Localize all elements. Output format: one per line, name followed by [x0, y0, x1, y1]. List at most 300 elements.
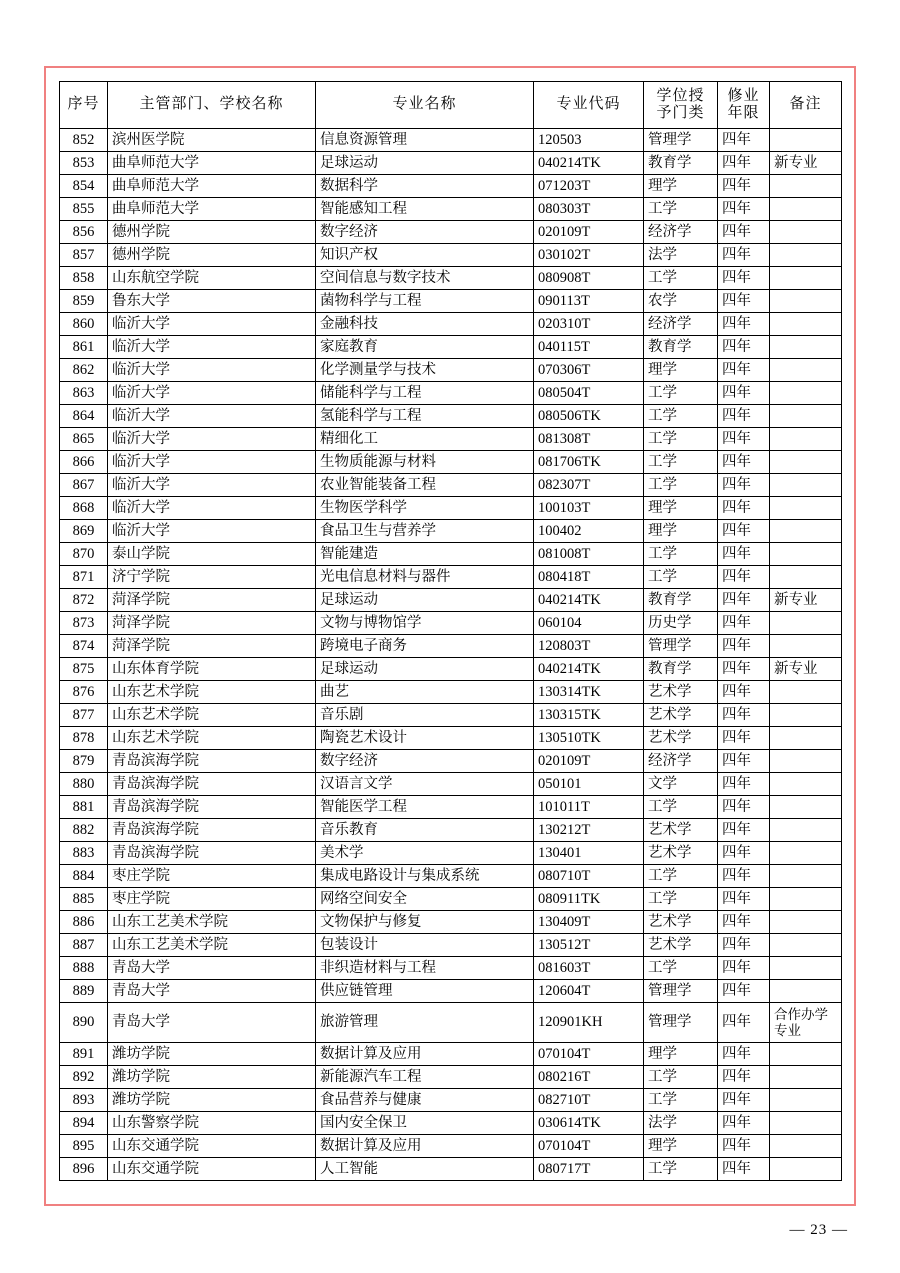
cell-code: 080506TK [534, 405, 644, 428]
cell-note [770, 129, 842, 152]
cell-no: 882 [60, 819, 108, 842]
cell-years: 四年 [718, 796, 770, 819]
cell-years: 四年 [718, 704, 770, 727]
table-row [60, 796, 842, 819]
cell-code: 060104 [534, 612, 644, 635]
cell-note [770, 474, 842, 497]
cell-degree: 管理学 [644, 1003, 718, 1043]
cell-note [770, 1158, 842, 1181]
cell-degree: 艺术学 [644, 911, 718, 934]
cell-note [770, 451, 842, 474]
cell-code: 130315TK [534, 704, 644, 727]
cell-org: 青岛滨海学院 [108, 796, 316, 819]
cell-no: 860 [60, 313, 108, 336]
cell-no: 889 [60, 980, 108, 1003]
table-body [60, 129, 842, 1181]
cell-years: 四年 [718, 175, 770, 198]
cell-major: 氢能科学与工程 [316, 405, 534, 428]
cell-org: 曲阜师范大学 [108, 198, 316, 221]
cell-degree: 理学 [644, 497, 718, 520]
cell-years: 四年 [718, 451, 770, 474]
cell-note [770, 313, 842, 336]
cell-code: 040214TK [534, 152, 644, 175]
cell-degree: 工学 [644, 566, 718, 589]
cell-degree: 工学 [644, 267, 718, 290]
cell-code: 130401 [534, 842, 644, 865]
cell-code: 120803T [534, 635, 644, 658]
header-years-line1: 修业 [727, 87, 760, 104]
cell-note [770, 566, 842, 589]
cell-code: 050101 [534, 773, 644, 796]
cell-no: 877 [60, 704, 108, 727]
cell-no: 891 [60, 1043, 108, 1066]
cell-years: 四年 [718, 566, 770, 589]
page-number: — 23 — [789, 1222, 848, 1238]
cell-years: 四年 [718, 1158, 770, 1181]
table-row [60, 750, 842, 773]
cell-code: 040115T [534, 336, 644, 359]
cell-major: 足球运动 [316, 658, 534, 681]
cell-major: 足球运动 [316, 152, 534, 175]
cell-org: 潍坊学院 [108, 1089, 316, 1112]
cell-major: 旅游管理 [316, 1003, 534, 1043]
cell-major: 跨境电子商务 [316, 635, 534, 658]
cell-org: 青岛滨海学院 [108, 750, 316, 773]
header-no: 序号 [60, 82, 108, 129]
cell-years: 四年 [718, 681, 770, 704]
cell-note [770, 773, 842, 796]
cell-org: 青岛大学 [108, 980, 316, 1003]
cell-degree: 管理学 [644, 980, 718, 1003]
cell-note [770, 382, 842, 405]
cell-code: 080418T [534, 566, 644, 589]
cell-note [770, 980, 842, 1003]
cell-major: 供应链管理 [316, 980, 534, 1003]
majors-table [59, 81, 842, 1181]
cell-org: 潍坊学院 [108, 1043, 316, 1066]
cell-degree: 教育学 [644, 336, 718, 359]
cell-major: 金融科技 [316, 313, 534, 336]
cell-org: 临沂大学 [108, 359, 316, 382]
cell-major: 农业智能装备工程 [316, 474, 534, 497]
table-row [60, 566, 842, 589]
cell-degree: 教育学 [644, 658, 718, 681]
cell-major: 知识产权 [316, 244, 534, 267]
cell-org: 临沂大学 [108, 497, 316, 520]
table-row [60, 520, 842, 543]
cell-code: 120503 [534, 129, 644, 152]
cell-major: 足球运动 [316, 589, 534, 612]
cell-degree: 工学 [644, 796, 718, 819]
cell-major: 文物与博物馆学 [316, 612, 534, 635]
cell-years: 四年 [718, 474, 770, 497]
cell-degree: 理学 [644, 1135, 718, 1158]
cell-no: 881 [60, 796, 108, 819]
cell-years: 四年 [718, 589, 770, 612]
cell-org: 青岛大学 [108, 1003, 316, 1043]
cell-years: 四年 [718, 888, 770, 911]
cell-major: 集成电路设计与集成系统 [316, 865, 534, 888]
cell-degree: 工学 [644, 1089, 718, 1112]
cell-note [770, 819, 842, 842]
cell-org: 山东体育学院 [108, 658, 316, 681]
cell-code: 071203T [534, 175, 644, 198]
cell-code: 120604T [534, 980, 644, 1003]
header-note: 备注 [770, 82, 842, 129]
header-years [718, 82, 770, 129]
cell-years: 四年 [718, 244, 770, 267]
cell-note [770, 244, 842, 267]
cell-degree: 艺术学 [644, 681, 718, 704]
cell-note-text: 合作办学专业 [774, 1007, 828, 1038]
cell-no: 856 [60, 221, 108, 244]
cell-no: 865 [60, 428, 108, 451]
cell-major: 汉语言文学 [316, 773, 534, 796]
cell-code: 082710T [534, 1089, 644, 1112]
majors-table-container [59, 81, 841, 1181]
cell-org: 德州学院 [108, 244, 316, 267]
cell-degree: 工学 [644, 405, 718, 428]
cell-major: 非织造材料与工程 [316, 957, 534, 980]
cell-years: 四年 [718, 658, 770, 681]
cell-no: 885 [60, 888, 108, 911]
table-row [60, 474, 842, 497]
cell-note [770, 543, 842, 566]
table-row [60, 175, 842, 198]
cell-note [770, 290, 842, 313]
table-row [60, 152, 842, 175]
cell-note [770, 1043, 842, 1066]
cell-no: 894 [60, 1112, 108, 1135]
cell-code: 070104T [534, 1135, 644, 1158]
cell-degree: 管理学 [644, 635, 718, 658]
header-code: 专业代码 [534, 82, 644, 129]
table-row [60, 1158, 842, 1181]
cell-degree: 管理学 [644, 129, 718, 152]
cell-code: 080216T [534, 1066, 644, 1089]
table-row [60, 773, 842, 796]
cell-org: 枣庄学院 [108, 865, 316, 888]
cell-years: 四年 [718, 819, 770, 842]
table-row [60, 244, 842, 267]
cell-major: 音乐教育 [316, 819, 534, 842]
cell-no: 862 [60, 359, 108, 382]
table-row [60, 290, 842, 313]
header-org: 主管部门、学校名称 [108, 82, 316, 129]
cell-major: 化学测量学与技术 [316, 359, 534, 382]
cell-note [770, 221, 842, 244]
cell-years: 四年 [718, 750, 770, 773]
cell-code: 100402 [534, 520, 644, 543]
cell-major: 食品营养与健康 [316, 1089, 534, 1112]
cell-major: 智能建造 [316, 543, 534, 566]
cell-note [770, 520, 842, 543]
cell-org: 济宁学院 [108, 566, 316, 589]
cell-no: 878 [60, 727, 108, 750]
cell-code: 082307T [534, 474, 644, 497]
cell-no: 855 [60, 198, 108, 221]
cell-code: 120901KH [534, 1003, 644, 1043]
cell-major: 储能科学与工程 [316, 382, 534, 405]
cell-code: 130512T [534, 934, 644, 957]
cell-no: 874 [60, 635, 108, 658]
cell-years: 四年 [718, 1043, 770, 1066]
cell-note [770, 1003, 842, 1043]
table-row [60, 543, 842, 566]
cell-major: 智能感知工程 [316, 198, 534, 221]
table-row [60, 681, 842, 704]
cell-org: 曲阜师范大学 [108, 152, 316, 175]
cell-years: 四年 [718, 865, 770, 888]
cell-no: 859 [60, 290, 108, 313]
table-row [60, 819, 842, 842]
cell-no: 857 [60, 244, 108, 267]
cell-org: 山东交通学院 [108, 1158, 316, 1181]
cell-code: 100103T [534, 497, 644, 520]
cell-code: 130510TK [534, 727, 644, 750]
cell-years: 四年 [718, 267, 770, 290]
cell-major: 国内安全保卫 [316, 1112, 534, 1135]
cell-no: 888 [60, 957, 108, 980]
cell-org: 山东艺术学院 [108, 727, 316, 750]
cell-org: 临沂大学 [108, 451, 316, 474]
table-row [60, 658, 842, 681]
cell-org: 青岛滨海学院 [108, 773, 316, 796]
cell-years: 四年 [718, 520, 770, 543]
cell-org: 青岛滨海学院 [108, 819, 316, 842]
cell-org: 泰山学院 [108, 543, 316, 566]
cell-major: 信息资源管理 [316, 129, 534, 152]
cell-degree: 工学 [644, 543, 718, 566]
cell-no: 853 [60, 152, 108, 175]
cell-org: 山东工艺美术学院 [108, 911, 316, 934]
cell-degree: 法学 [644, 244, 718, 267]
cell-note [770, 727, 842, 750]
cell-degree: 教育学 [644, 589, 718, 612]
cell-code: 030614TK [534, 1112, 644, 1135]
cell-org: 临沂大学 [108, 313, 316, 336]
cell-degree: 艺术学 [644, 819, 718, 842]
table-row [60, 865, 842, 888]
cell-major: 食品卫生与营养学 [316, 520, 534, 543]
cell-org: 临沂大学 [108, 428, 316, 451]
cell-degree: 工学 [644, 428, 718, 451]
cell-major: 数据计算及应用 [316, 1135, 534, 1158]
cell-years: 四年 [718, 129, 770, 152]
cell-code: 081706TK [534, 451, 644, 474]
cell-no: 864 [60, 405, 108, 428]
cell-no: 869 [60, 520, 108, 543]
cell-no: 890 [60, 1003, 108, 1043]
cell-years: 四年 [718, 198, 770, 221]
cell-years: 四年 [718, 842, 770, 865]
cell-years: 四年 [718, 428, 770, 451]
cell-note [770, 359, 842, 382]
cell-no: 870 [60, 543, 108, 566]
cell-degree: 工学 [644, 888, 718, 911]
cell-note [770, 175, 842, 198]
cell-no: 854 [60, 175, 108, 198]
cell-no: 880 [60, 773, 108, 796]
cell-major: 陶瓷艺术设计 [316, 727, 534, 750]
cell-years: 四年 [718, 727, 770, 750]
cell-degree: 理学 [644, 175, 718, 198]
cell-degree: 工学 [644, 865, 718, 888]
cell-degree: 艺术学 [644, 727, 718, 750]
cell-code: 020310T [534, 313, 644, 336]
cell-major: 精细化工 [316, 428, 534, 451]
cell-code: 081308T [534, 428, 644, 451]
cell-note [770, 1066, 842, 1089]
table-header [60, 82, 842, 129]
header-years-line2: 年限 [727, 105, 760, 121]
cell-major: 家庭教育 [316, 336, 534, 359]
cell-no: 896 [60, 1158, 108, 1181]
cell-code: 080911TK [534, 888, 644, 911]
cell-note [770, 911, 842, 934]
cell-org: 山东交通学院 [108, 1135, 316, 1158]
cell-org: 临沂大学 [108, 382, 316, 405]
cell-note [770, 750, 842, 773]
cell-org: 临沂大学 [108, 474, 316, 497]
cell-years: 四年 [718, 497, 770, 520]
table-row [60, 405, 842, 428]
header-degree [644, 82, 718, 129]
cell-degree: 工学 [644, 474, 718, 497]
table-row [60, 1112, 842, 1135]
cell-years: 四年 [718, 1112, 770, 1135]
cell-note [770, 796, 842, 819]
cell-org: 青岛滨海学院 [108, 842, 316, 865]
cell-no: 892 [60, 1066, 108, 1089]
cell-org: 临沂大学 [108, 520, 316, 543]
cell-code: 090113T [534, 290, 644, 313]
cell-code: 040214TK [534, 658, 644, 681]
cell-years: 四年 [718, 1089, 770, 1112]
cell-code: 020109T [534, 221, 644, 244]
cell-major: 菌物科学与工程 [316, 290, 534, 313]
cell-note [770, 865, 842, 888]
cell-major: 智能医学工程 [316, 796, 534, 819]
cell-org: 菏泽学院 [108, 635, 316, 658]
cell-no: 866 [60, 451, 108, 474]
cell-org: 鲁东大学 [108, 290, 316, 313]
cell-code: 080717T [534, 1158, 644, 1181]
table-row [60, 1089, 842, 1112]
table-row [60, 911, 842, 934]
cell-degree: 法学 [644, 1112, 718, 1135]
cell-degree: 历史学 [644, 612, 718, 635]
cell-no: 887 [60, 934, 108, 957]
cell-no: 873 [60, 612, 108, 635]
cell-years: 四年 [718, 313, 770, 336]
cell-no: 868 [60, 497, 108, 520]
cell-no: 852 [60, 129, 108, 152]
cell-years: 四年 [718, 635, 770, 658]
cell-code: 130212T [534, 819, 644, 842]
table-row [60, 451, 842, 474]
table-row [60, 934, 842, 957]
cell-note [770, 1112, 842, 1135]
table-row [60, 727, 842, 750]
cell-degree: 工学 [644, 382, 718, 405]
cell-major: 音乐剧 [316, 704, 534, 727]
cell-major: 包装设计 [316, 934, 534, 957]
cell-degree: 农学 [644, 290, 718, 313]
cell-org: 山东艺术学院 [108, 681, 316, 704]
cell-note [770, 1135, 842, 1158]
cell-org: 曲阜师范大学 [108, 175, 316, 198]
cell-years: 四年 [718, 405, 770, 428]
cell-no: 858 [60, 267, 108, 290]
cell-degree: 工学 [644, 957, 718, 980]
cell-code: 080504T [534, 382, 644, 405]
cell-code: 081603T [534, 957, 644, 980]
cell-years: 四年 [718, 911, 770, 934]
table-row [60, 1043, 842, 1066]
cell-note [770, 428, 842, 451]
cell-years: 四年 [718, 382, 770, 405]
cell-note: 新专业 [770, 589, 842, 612]
cell-degree: 艺术学 [644, 934, 718, 957]
cell-note [770, 1089, 842, 1112]
cell-note [770, 612, 842, 635]
table-row [60, 704, 842, 727]
cell-code: 080908T [534, 267, 644, 290]
cell-years: 四年 [718, 980, 770, 1003]
cell-years: 四年 [718, 612, 770, 635]
cell-code: 020109T [534, 750, 644, 773]
cell-years: 四年 [718, 1135, 770, 1158]
cell-code: 130314TK [534, 681, 644, 704]
cell-years: 四年 [718, 152, 770, 175]
cell-years: 四年 [718, 221, 770, 244]
cell-degree: 理学 [644, 1043, 718, 1066]
cell-org: 菏泽学院 [108, 589, 316, 612]
cell-note: 新专业 [770, 152, 842, 175]
cell-note [770, 198, 842, 221]
table-row [60, 336, 842, 359]
cell-major: 数据科学 [316, 175, 534, 198]
cell-org: 山东航空学院 [108, 267, 316, 290]
cell-degree: 工学 [644, 1066, 718, 1089]
cell-no: 886 [60, 911, 108, 934]
cell-org: 潍坊学院 [108, 1066, 316, 1089]
cell-no: 876 [60, 681, 108, 704]
cell-major: 数字经济 [316, 750, 534, 773]
cell-note [770, 635, 842, 658]
cell-note [770, 405, 842, 428]
cell-no: 879 [60, 750, 108, 773]
cell-major: 数据计算及应用 [316, 1043, 534, 1066]
cell-code: 070306T [534, 359, 644, 382]
cell-degree: 艺术学 [644, 704, 718, 727]
cell-note [770, 888, 842, 911]
cell-years: 四年 [718, 1003, 770, 1043]
table-row [60, 957, 842, 980]
table-row [60, 497, 842, 520]
cell-org: 山东艺术学院 [108, 704, 316, 727]
cell-no: 861 [60, 336, 108, 359]
cell-degree: 经济学 [644, 313, 718, 336]
table-row [60, 221, 842, 244]
cell-no: 871 [60, 566, 108, 589]
cell-major: 光电信息材料与器件 [316, 566, 534, 589]
cell-org: 临沂大学 [108, 405, 316, 428]
cell-major: 新能源汽车工程 [316, 1066, 534, 1089]
table-row [60, 980, 842, 1003]
cell-major: 生物医学科学 [316, 497, 534, 520]
